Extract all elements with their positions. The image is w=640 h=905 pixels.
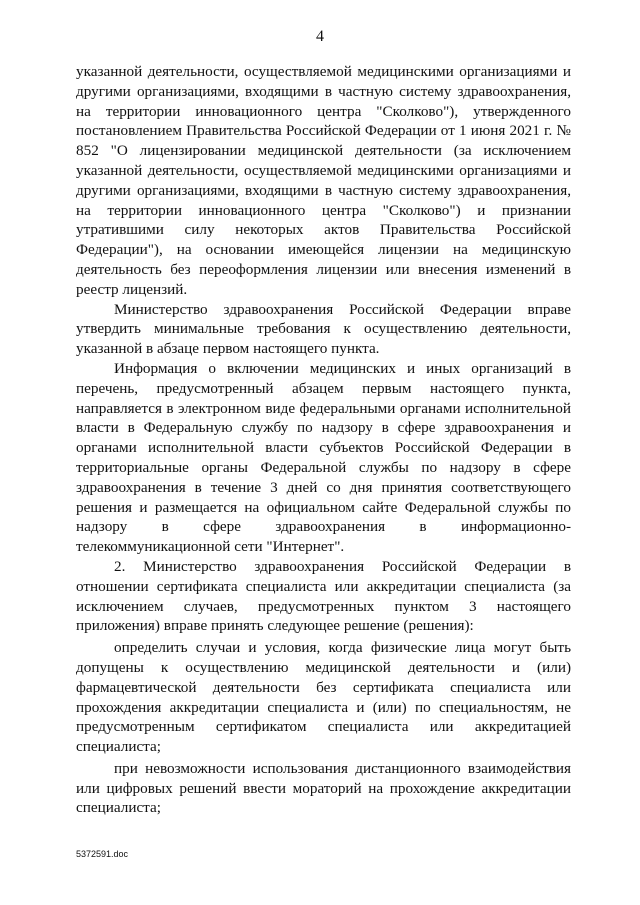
paragraph-define-cases: определить случаи и условия, когда физические лица могут быть допущены к осуществлению медицинской деятельности и (или) фармацевтической деятельности без сертификата специалиста или прохождения аккредитации специалиста и (или) по специальностям, не предусмотренным сертификатом специалиста или аккредитацией специалиста; [76, 639, 571, 756]
paragraph-moratorium: при невозможности использования дистанционного взаимодействия или цифровых решений ввести мораторий на прохождение аккредитации специалиста; [76, 759, 571, 817]
paragraph-item-2: 2. Министерство здравоохранения Российской Федерации в отношении сертификата специалиста или аккредитации специалиста (за исключением случаев, предусмотренных пунктом 3 настоящего приложения) вправе принять следующее решение (решения): [76, 557, 571, 635]
file-name-footer: 5372591.doc [76, 849, 129, 859]
page-number: 4 [316, 28, 324, 45]
paragraph-ministry-rights: Министерство здравоохранения Российской Федерации вправе утвердить минимальные требования к осуществлению деятельности, указанной в абзаце первом настоящего пункта. [76, 300, 571, 358]
document-body [76, 62, 571, 818]
paragraph-information: Информация о включении медицинских и иных организаций в перечень, предусмотренный абзацем первым настоящего пункта, направляется в электронном виде федеральными органами исполнительной власти в Федеральную службу по надзору в сфере здравоохранения и органами исполнительной власти субъектов Российской Федерации в территориальные органы Федеральной службы по надзору в сфере здравоохранения в течение 3 дней со дня принятия соответствующего решения и размещается на официальном сайте Федеральной службы по надзору в сфере здравоохранения в информационно-телекоммуникационной сети "Интернет". [76, 359, 571, 556]
paragraph-continuation: указанной деятельности, осуществляемой медицинскими организациями и другими организациями, входящими в частную систему здравоохранения, на территории инновационного центра "Сколково"), утвержденного постановлением Правительства Российской Федерации от 1 июня 2021 г. № 852 "О лицензировании медицинской деятельности (за исключением указанной деятельности, осуществляемой медицинскими организациями и другими организациями, входящими в частную систему здравоохранения, на территории инновационного центра "Сколково") и признании утратившими силу некоторых актов Правительства Российской Федерации"), на основании имеющейся лицензии на медицинскую деятельность без переоформления лицензии или внесения изменений в реестр лицензий. [76, 63, 571, 298]
